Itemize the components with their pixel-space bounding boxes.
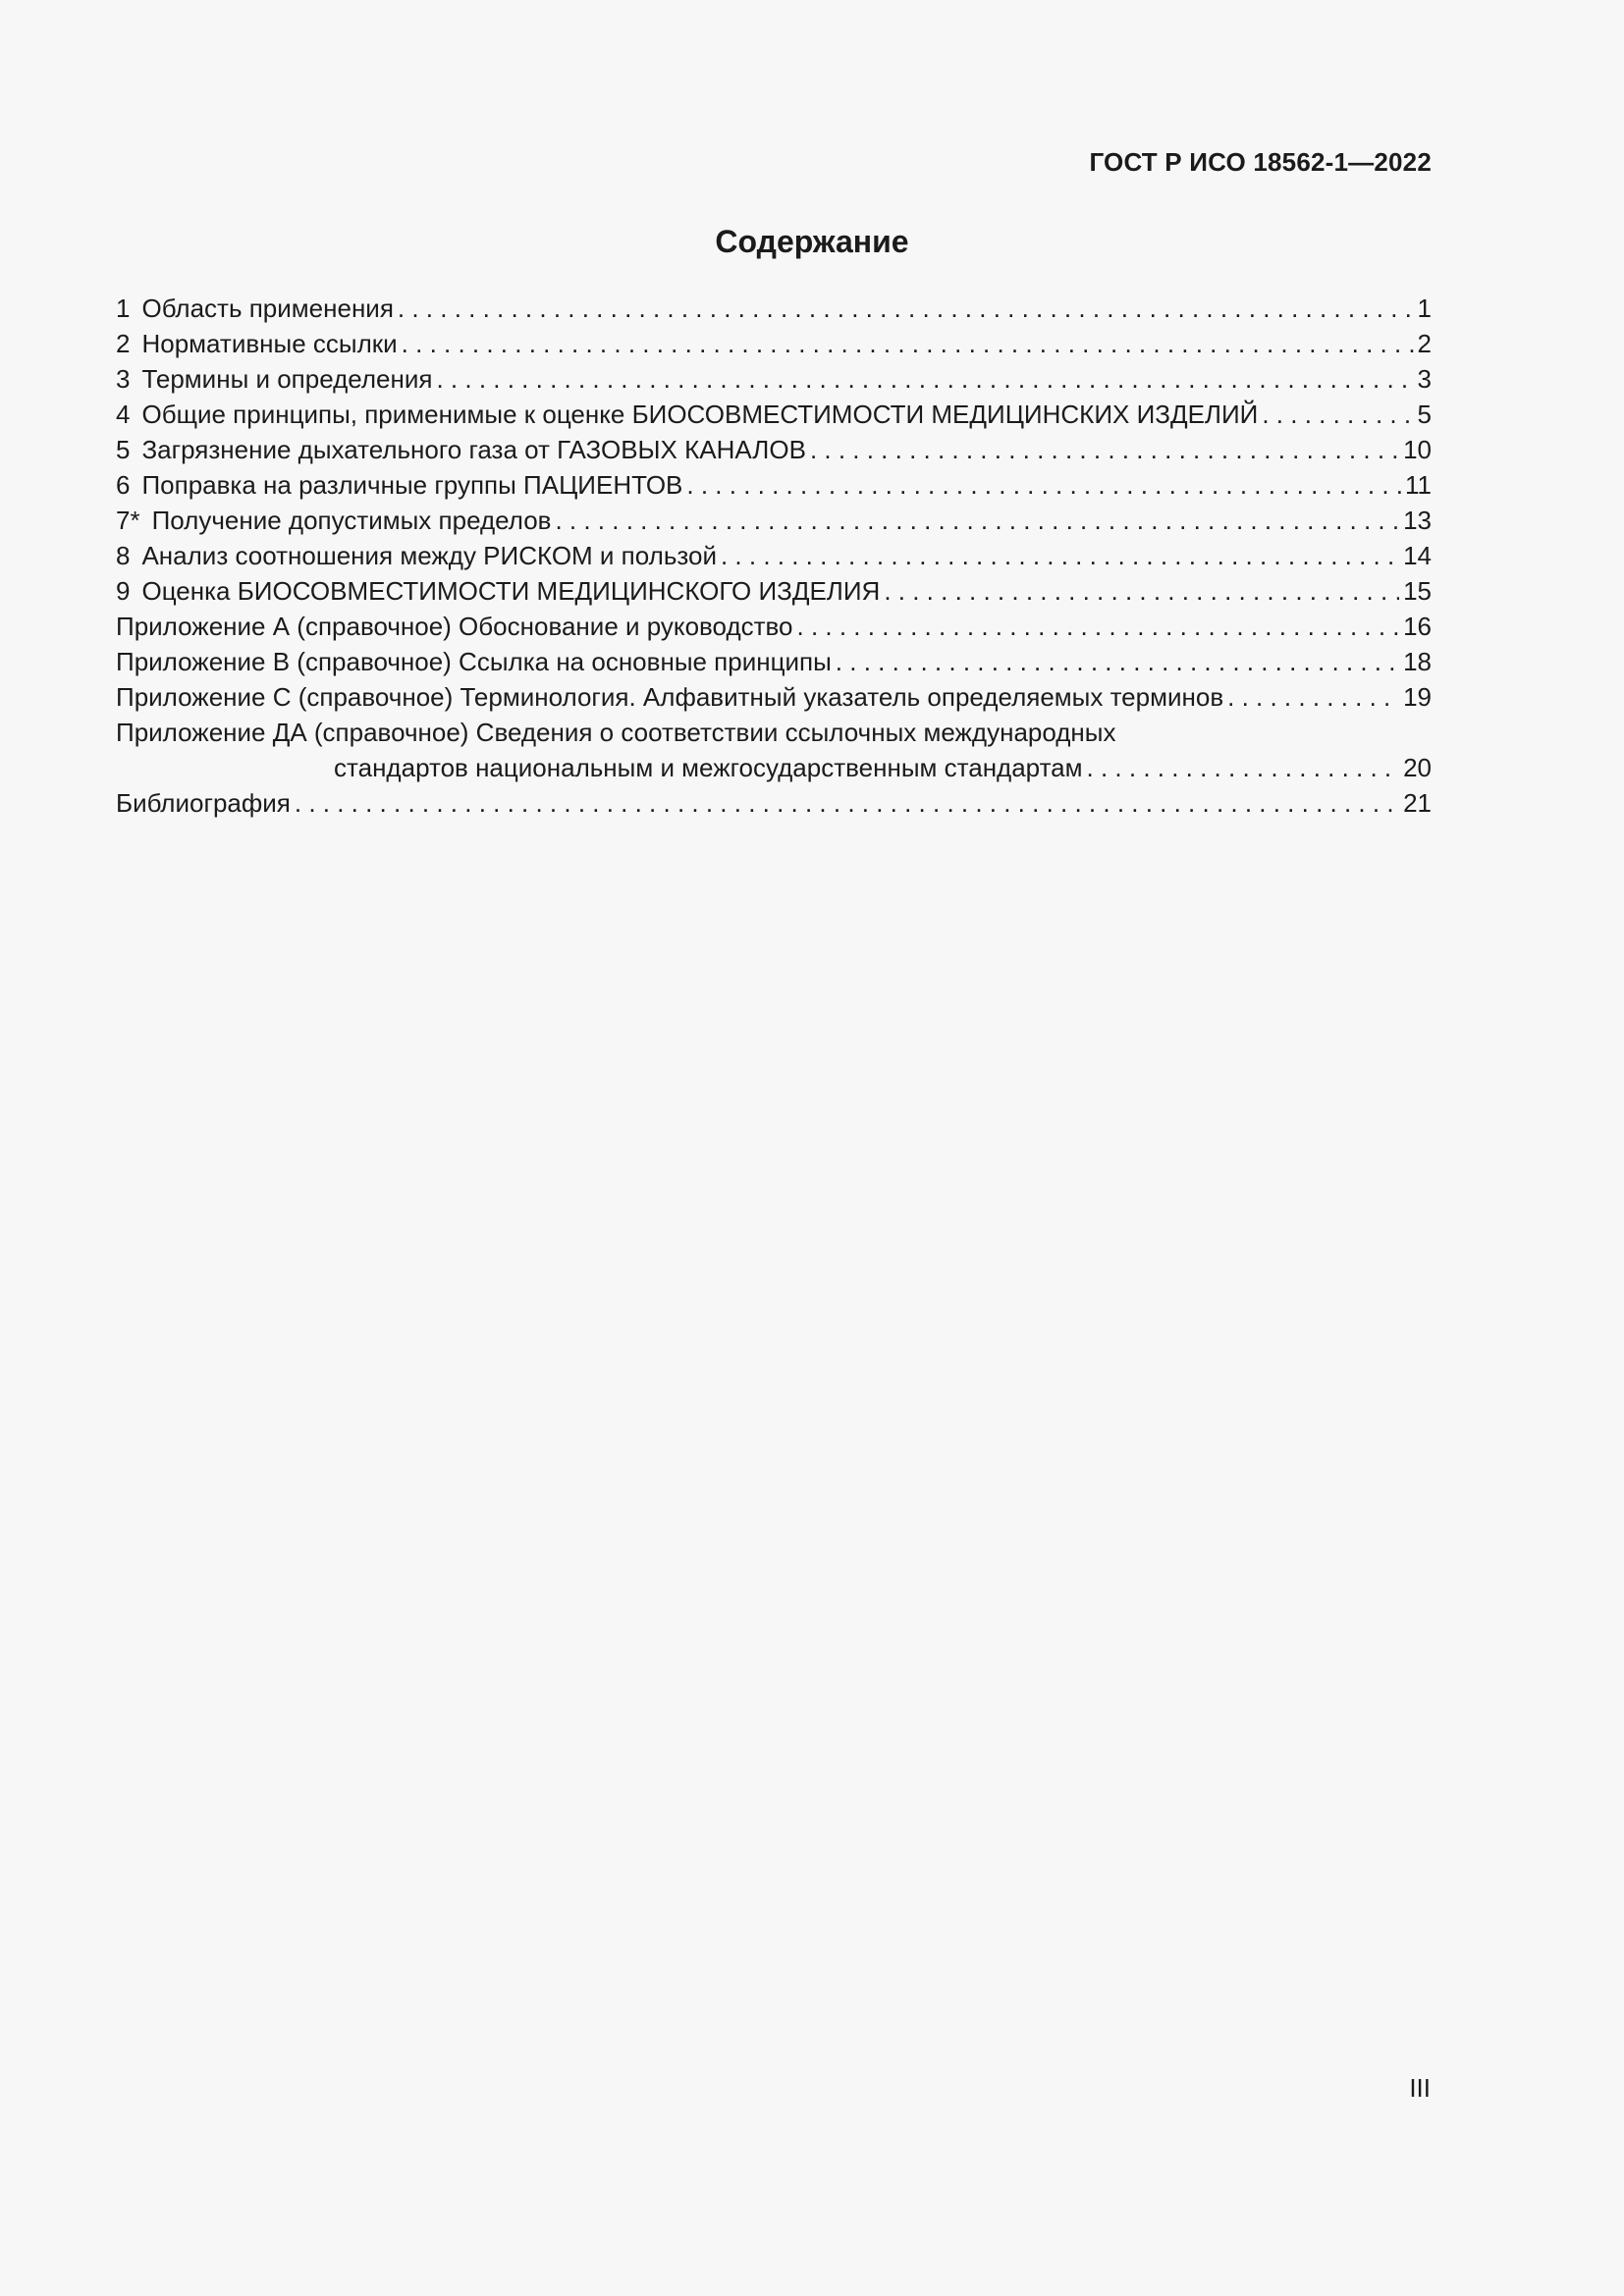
dot-leader bbox=[1262, 397, 1413, 432]
toc-entry-page: 2 bbox=[1417, 329, 1432, 358]
dot-leader bbox=[797, 609, 1400, 644]
dot-leader bbox=[810, 432, 1399, 467]
toc-entry-text: Приложение А (справочное) Обоснование и руководство bbox=[116, 612, 793, 641]
toc-entry-number: 5 bbox=[116, 435, 131, 464]
toc-entry-number: 1 bbox=[116, 294, 131, 323]
toc-entry-page: 11 bbox=[1405, 470, 1432, 500]
toc-entry-text: Нормативные ссылки bbox=[141, 329, 398, 358]
toc-entry-text: Термины и определения bbox=[141, 364, 433, 394]
toc-entry-page: 18 bbox=[1403, 647, 1432, 676]
toc-entry-page: 21 bbox=[1403, 788, 1432, 818]
toc-entry-text: Область применения bbox=[141, 294, 394, 323]
toc-entry-text: Приложение ДА (справочное) Сведения о соответствии ссылочных международных bbox=[116, 718, 1116, 747]
toc-entry-page: 5 bbox=[1417, 400, 1432, 429]
toc-entry[interactable] bbox=[116, 679, 1432, 715]
dot-leader bbox=[402, 326, 1414, 361]
toc-title: Содержание bbox=[715, 224, 909, 259]
toc-entry-number: 8 bbox=[116, 541, 131, 570]
toc-entry-number: 2 bbox=[116, 329, 131, 358]
table-of-contents bbox=[116, 291, 1432, 821]
dot-leader bbox=[555, 503, 1399, 538]
toc-entry[interactable] bbox=[116, 432, 1432, 467]
toc-entry[interactable] bbox=[116, 573, 1432, 609]
page-number: III bbox=[1409, 2073, 1431, 2103]
toc-entry-text: Анализ соотношения между РИСКОМ и пользой bbox=[141, 541, 717, 570]
toc-entry[interactable] bbox=[116, 644, 1432, 679]
toc-entry-number: 3 bbox=[116, 364, 131, 394]
toc-entry-text: Загрязнение дыхательного газа от ГАЗОВЫХ КАНАЛОВ bbox=[141, 435, 806, 464]
toc-entry[interactable] bbox=[116, 503, 1432, 538]
toc-entry-page: 3 bbox=[1417, 364, 1432, 394]
toc-entry-text: Получение допустимых пределов bbox=[151, 506, 552, 535]
toc-entry[interactable] bbox=[116, 467, 1432, 503]
document-code: ГОСТ Р ИСО 18562-1—2022 bbox=[1089, 147, 1432, 177]
toc-entry-text: Библиография bbox=[116, 788, 291, 818]
toc-entry-annex-da[interactable] bbox=[116, 715, 1432, 750]
toc-entry-number: 6 bbox=[116, 470, 131, 500]
toc-entry-page: 10 bbox=[1403, 435, 1432, 464]
toc-entry-bibliography[interactable] bbox=[116, 785, 1432, 821]
toc-entry-text: Общие принципы, применимые к оценке БИОСОВМЕСТИМОСТИ МЕДИЦИНСКИХ ИЗДЕЛИЙ bbox=[141, 400, 1259, 429]
toc-entry-text: Оценка БИОСОВМЕСТИМОСТИ МЕДИЦИНСКОГО ИЗДЕЛИЯ bbox=[141, 576, 881, 606]
toc-entry-text: Поправка на различные группы ПАЦИЕНТОВ bbox=[141, 470, 683, 500]
toc-entry[interactable] bbox=[116, 291, 1432, 326]
toc-entry[interactable] bbox=[116, 609, 1432, 644]
dot-leader bbox=[1087, 750, 1400, 785]
toc-entry-text: Приложение В (справочное) Ссылка на основные принципы bbox=[116, 647, 832, 676]
toc-entry-page: 19 bbox=[1403, 682, 1432, 712]
toc-entry-page: 14 bbox=[1403, 541, 1432, 570]
toc-entry[interactable] bbox=[116, 326, 1432, 361]
toc-entry-page: 20 bbox=[1403, 753, 1432, 782]
dot-leader bbox=[686, 467, 1401, 503]
toc-entry-number: 4 bbox=[116, 400, 131, 429]
dot-leader bbox=[295, 785, 1399, 821]
dot-leader bbox=[721, 538, 1399, 573]
dot-leader bbox=[1227, 679, 1399, 715]
dot-leader bbox=[884, 573, 1399, 609]
dot-leader bbox=[398, 291, 1414, 326]
toc-entry[interactable] bbox=[116, 361, 1432, 397]
toc-entry-text: стандартов национальным и межгосударственным стандартам bbox=[334, 753, 1083, 782]
toc-entry-text: Приложение С (справочное) Терминология. Алфавитный указатель определяемых терминов bbox=[116, 682, 1224, 712]
dot-leader bbox=[836, 644, 1399, 679]
toc-entry-page: 15 bbox=[1403, 576, 1432, 606]
toc-entry-number: 9 bbox=[116, 576, 131, 606]
toc-entry-annex-da-continued[interactable] bbox=[116, 750, 1432, 785]
toc-entry[interactable] bbox=[116, 538, 1432, 573]
toc-entry-page: 13 bbox=[1403, 506, 1432, 535]
dot-leader bbox=[436, 361, 1413, 397]
toc-entry-page: 16 bbox=[1403, 612, 1432, 641]
toc-entry-number: 7* bbox=[116, 506, 140, 535]
toc-entry[interactable] bbox=[116, 397, 1432, 432]
toc-entry-page: 1 bbox=[1417, 294, 1432, 323]
